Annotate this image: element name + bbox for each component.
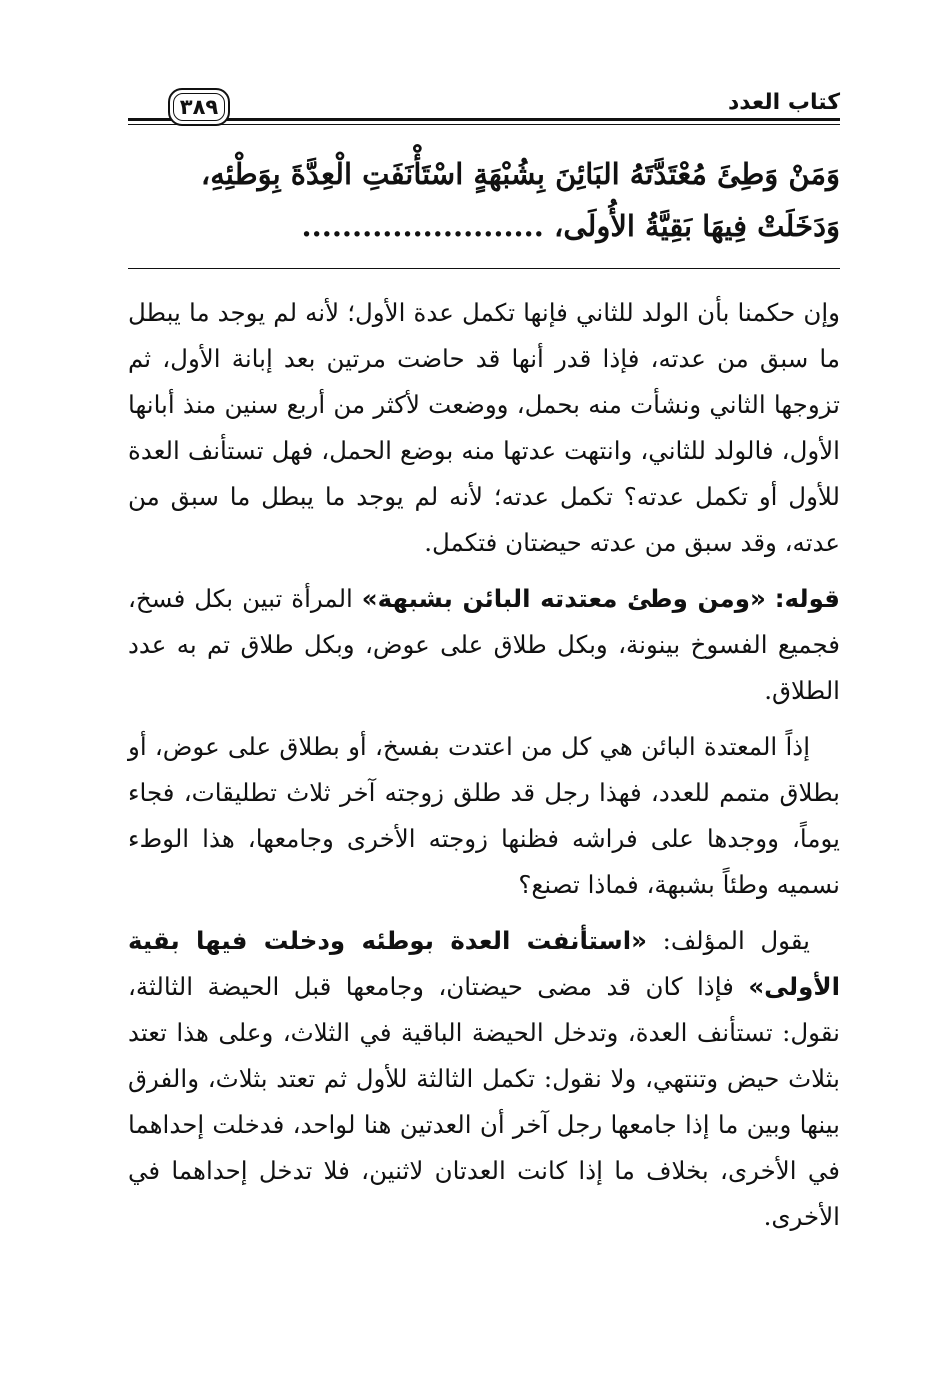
paragraph-4-lead: يقول المؤلف: [646,926,811,955]
page-number: ٣٨٩ [179,95,219,119]
paragraph-2 [128,576,840,714]
matn-text [128,148,840,252]
paragraph-4 [128,918,840,1240]
matn-line-2-text: وَدَخَلَتْ فِيهَا بَقِيَّةُ الأُولَى، [553,209,840,243]
paragraph-1: وإن حكمنا بأن الولد للثاني فإنها تكمل عدة الأول؛ لأنه لم يوجد ما يبطل ما سبق من عدته، فإذا قدر أنها قد حاضت مرتين بعد إبانة الأول، ثم تزوجها الثاني ونشأت منه بحمل، ووضعت لأكثر من أربع سنين منذ أبانها الأول، فالولد للثاني، وانتهت عدتها منه بوضع الحمل، فهل تستأنف العدة للأول أو تكمل عدته؟ تكمل عدته؛ لأنه لم يوجد ما يبطل ما سبق من عدته، وقد سبق من عدته حيضتان فتكمل. [128,298,840,557]
paragraph-4-body: فإذا كان قد مضى حيضتان، وجامعها قبل الحيضة الثالثة، نقول: تستأنف العدة، وتدخل الحيضة الباقية في الثلاث، وعلى هذا تعتد بثلاث حيض وتنتهي، ولا نقول: تكمل الثالثة للأول ثم تعتد بثلاث، والفرق بينها وبين ما إذا جامعها رجل آخر أن العدتين هنا لواحد، فدخلت إحداهما في الأخرى، بخلاف ما إذا كانت العدتان لاثنين، فلا تدخل إحداهما في الأخرى. [128,972,840,1231]
page-number-frame [168,88,230,126]
header-rule-thick [128,118,840,121]
paragraph-3: إذاً المعتدة البائن هي كل من اعتدت بفسخ، أو بطلاق على عوض، أو بطلاق متمم للعدد، فهذا رجل قد طلق زوجته آخر ثلاث تطليقات، فجاء يوماً، ووجدها على فراشه فظنها زوجته الأخرى وجامعها، هذا الوطء نسميه وطئاً بشبهة، فماذا تصنع؟ [128,732,840,899]
matn-line-1: وَمَنْ وَطِئَ مُعْتَدَّتَهُ البَائِنَ بِشُبْهَةٍ اسْتَأْنَفَتِ الْعِدَّةَ بِوَطْئِهِ، [200,157,840,191]
paragraph-4-quote: «استأنفت العدة بوطئه ودخلت فيها بقية الأولى» [128,926,840,1001]
matn-line-2 [128,200,840,252]
page-header [128,88,840,132]
header-rule [128,118,840,126]
page-number-inner-frame [173,93,225,121]
chapter-title: كتاب العدد [727,90,840,115]
paragraph-2-body: المرأة تبين بكل فسخ، فجميع الفسوخ بينونة، وبكل طلاق على عوض، وبكل طلاق تم به عدد الطلاق. [128,584,840,705]
commentary-text [128,290,840,1250]
paragraph-2-lead: قوله: [774,584,840,613]
header-rule-thin [128,124,840,125]
paragraph-2-quote: «ومن وطئ معتدته البائن بشبهة» [361,584,766,613]
matn-ellipsis: ........................ [301,209,544,243]
matn-divider [128,268,840,269]
